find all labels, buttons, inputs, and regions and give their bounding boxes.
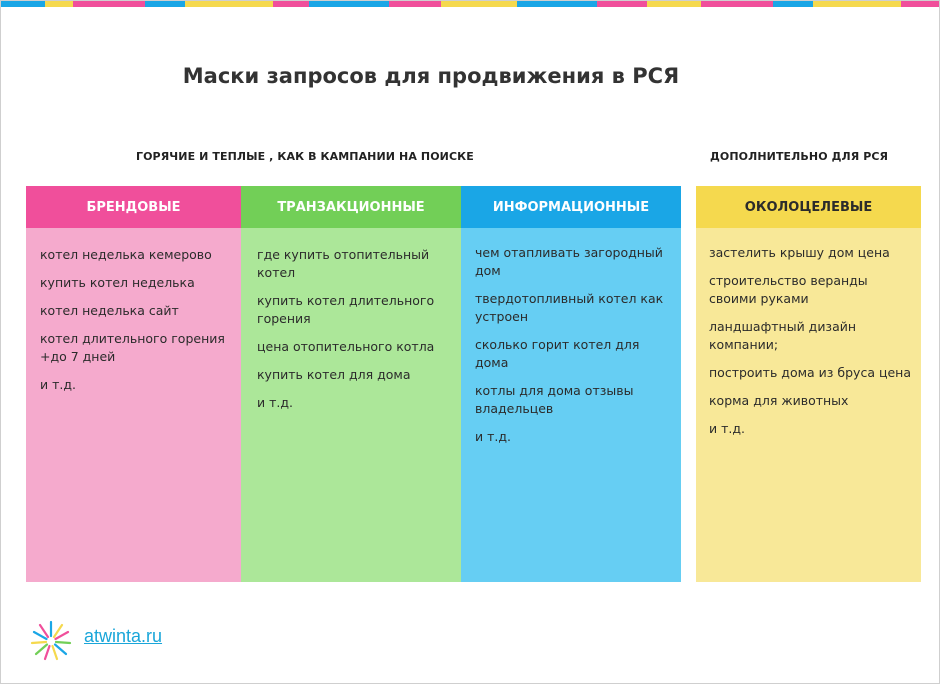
list-item: купить котел длительного горения [257, 293, 435, 326]
page-title: Маски запросов для продвижения в РСЯ [182, 64, 680, 88]
query-list-informational [475, 244, 667, 446]
site-link[interactable]: atwinta.ru [84, 626, 163, 646]
list-item: купить котел неделька [40, 275, 195, 290]
list-item: купить котел для дома [257, 367, 411, 382]
column-header-informational: ИНФОРМАЦИОННЫЕ [461, 186, 681, 228]
list-item: котел неделька кемерово [40, 247, 212, 262]
column-header-near-target: ОКОЛОЦЕЛЕВЫЕ [696, 186, 921, 228]
list-item: строительство веранды своими руками [709, 273, 868, 306]
list-item: и т.д. [257, 395, 293, 410]
column-body-informational [461, 228, 681, 582]
column-body-transaction [241, 228, 461, 582]
list-item: и т.д. [475, 429, 511, 444]
column-header-brand: БРЕНДОВЫЕ [26, 186, 241, 228]
list-item: котлы для дома отзывы владельцев [475, 383, 634, 416]
query-list-transaction [257, 246, 447, 412]
sunburst-logo-icon [30, 620, 72, 662]
list-item: цена отопительного котла [257, 339, 435, 354]
list-item: котел неделька сайт [40, 303, 179, 318]
list-item: ландшафтный дизайн компании; [709, 319, 857, 352]
list-item: котел длительного горения +до 7 дней [40, 331, 225, 364]
section-label-additional: ДОПОЛНИТЕЛЬНО ДЛЯ РСЯ [710, 150, 889, 163]
top-color-stripe [1, 1, 939, 7]
list-item: построить дома из бруса цена [709, 365, 911, 380]
list-item: корма для животных [709, 393, 849, 408]
list-item: сколько горит котел для дома [475, 337, 640, 370]
query-list-brand [40, 246, 227, 394]
list-item: и т.д. [40, 377, 76, 392]
list-item: где купить отопительный котел [257, 247, 430, 280]
section-label-hot-warm: ГОРЯЧИЕ И ТЕПЛЫЕ , КАК В КАМПАНИИ НА ПОИСКЕ [136, 150, 474, 163]
column-header-transaction: ТРАНЗАКЦИОННЫЕ [241, 186, 461, 228]
column-body-near-target [696, 228, 921, 582]
query-list-near-target [709, 244, 917, 438]
list-item: и т.д. [709, 421, 745, 436]
column-body-brand [26, 228, 241, 582]
list-item: чем отапливать загородный дом [475, 245, 663, 278]
list-item: застелить крышу дом цена [709, 245, 890, 260]
list-item: твердотопливный котел как устроен [475, 291, 664, 324]
